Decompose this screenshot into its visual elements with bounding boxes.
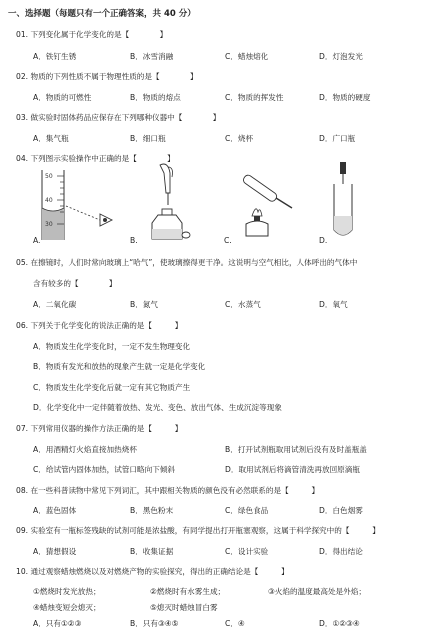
question-number: 03. xyxy=(16,113,29,122)
question-number: 08. xyxy=(16,486,29,495)
option-a: A．用酒精灯火焰直接加热烧杯 xyxy=(33,445,137,454)
option-c: C．物质的挥发性 xyxy=(225,93,284,102)
statement-1: ①燃烧时发光放热； xyxy=(33,587,101,596)
option-b: B．冰雪消融 xyxy=(130,52,174,61)
option-d: D．氧气 xyxy=(319,300,348,309)
option-d: D．①②③④ xyxy=(319,619,360,628)
option-d: D．化学变化中一定伴随着放热、发光、变色、放出气体、生成沉淀等现象 xyxy=(33,403,282,412)
option-d: D．白色烟雾 xyxy=(319,506,363,515)
option-b: B．细口瓶 xyxy=(130,134,166,143)
option-a: A．物质的可燃性 xyxy=(33,93,92,102)
question-6 xyxy=(16,320,182,331)
question-1 xyxy=(16,29,167,40)
scale-label: 50 xyxy=(45,173,53,180)
option-d: D．取用试剂后将滴管清洗再放回原滴瓶 xyxy=(225,465,360,474)
option-b: B. xyxy=(130,236,138,245)
statement-3: ③火焰的温度最高处是外焰； xyxy=(268,587,366,596)
stopper-icon xyxy=(182,232,190,238)
question-number: 02. xyxy=(16,72,29,81)
statement-2: ②燃烧时有水雾生成； xyxy=(150,587,226,596)
question-5 xyxy=(16,257,357,268)
question-number: 05. xyxy=(16,258,29,267)
option-c: C．水蒸气 xyxy=(225,300,261,309)
question-text: 做实验时固体药品应保存在下列哪种仪器中【 】 xyxy=(30,113,221,122)
option-a: A．蓝色固体 xyxy=(33,506,77,515)
question-2 xyxy=(16,71,198,82)
graduated-cylinder-figure xyxy=(30,168,130,246)
question-text: 下列图示实验操作中正确的是【 】 xyxy=(30,154,175,163)
question-text: 下列常用仪器的操作方法正确的是【 】 xyxy=(30,424,183,433)
dropper-bottle-figure xyxy=(138,163,198,243)
option-a: A．集气瓶 xyxy=(33,134,69,143)
option-a: A．物质发生化学变化时，一定不发生物理变化 xyxy=(33,342,191,351)
option-d: D．灯泡发光 xyxy=(319,52,363,61)
question-number: 04. xyxy=(16,154,29,163)
alcohol-lamp-figure xyxy=(230,176,300,242)
question-text: 在擦镜时，人们时常向玻璃上“哈气”，使玻璃擦得更干净。这说明与空气相比，人体呼出的气体中 xyxy=(30,258,358,267)
option-d: D. xyxy=(319,236,328,245)
option-d: D．广口瓶 xyxy=(319,134,356,143)
question-number: 01. xyxy=(16,30,29,39)
question-number: 06. xyxy=(16,321,29,330)
option-c: C．给试管内固体加热，试管口略向下倾斜 xyxy=(33,465,175,474)
question-text: 实验室有一瓶标签残缺的试剂可能是浓盐酸，有同学提出打开瓶塞观察，这属于科学探究中的【 】 xyxy=(30,526,380,535)
option-d: D．得出结论 xyxy=(319,547,363,556)
question-text: 物质的下列性质不属于物理性质的是【 】 xyxy=(30,72,198,81)
question-7 xyxy=(16,423,182,434)
statement-4: ④蜡烛变短会熄灭； xyxy=(33,603,101,612)
option-c: C. xyxy=(224,236,232,245)
scale-label: 40 xyxy=(45,197,53,204)
option-a: A．只有①②③ xyxy=(33,619,82,628)
question-9 xyxy=(16,525,380,536)
section-title: 一、选择题（每题只有一个正确答案，共 40 分） xyxy=(8,9,196,19)
option-d: D．物质的硬度 xyxy=(319,93,371,102)
option-b: B．只有③④⑤ xyxy=(130,619,179,628)
option-c: C．物质发生化学变化后就一定有其它物质产生 xyxy=(33,383,191,392)
question-number: 07. xyxy=(16,424,29,433)
option-c: C．设计实验 xyxy=(225,547,269,556)
question-text: 下列关于化学变化的说法正确的是【 】 xyxy=(30,321,183,330)
statement-5: ⑤熄灭时蜡烛冒白雾 xyxy=(150,603,218,612)
question-number: 09. xyxy=(16,526,29,535)
option-b: B．黑色粉末 xyxy=(130,506,174,515)
option-c: C．烧杯 xyxy=(225,134,254,143)
option-a: A．铁钉生锈 xyxy=(33,52,77,61)
question-3 xyxy=(16,112,220,123)
option-b: B．氮气 xyxy=(130,300,158,309)
scale-label: 30 xyxy=(45,221,53,228)
question-text-continued: 含有较多的【 】 xyxy=(33,279,117,288)
test-tube-figure xyxy=(318,160,368,245)
question-text: 通过观察蜡烛燃烧以及对燃烧产物的实验探究，得出的正确结论是【 】 xyxy=(30,567,289,576)
option-c: C．④ xyxy=(225,619,245,628)
option-b: B．打开试剂瓶取用试剂后没有及时盖瓶盖 xyxy=(225,445,367,454)
option-a: A．二氧化碳 xyxy=(33,300,77,309)
question-text: 在一些科普读物中常见下列词汇，其中跟相关物质的颜色没有必然联系的是【 】 xyxy=(30,486,320,495)
option-b: B．收集证据 xyxy=(130,547,174,556)
option-c: C．蜡烛熔化 xyxy=(225,52,269,61)
question-number: 10. xyxy=(16,567,29,576)
question-10 xyxy=(16,566,289,577)
question-text: 下列变化属于化学变化的是【 】 xyxy=(30,30,168,39)
option-a: A. xyxy=(33,236,41,245)
question-8 xyxy=(16,485,319,496)
option-a: A．猜想假设 xyxy=(33,547,77,556)
option-b: B．物质有发光和放热的现象产生就一定是化学变化 xyxy=(33,362,206,371)
option-b: B．物质的熔点 xyxy=(130,93,181,102)
option-c: C．绿色食品 xyxy=(225,506,269,515)
